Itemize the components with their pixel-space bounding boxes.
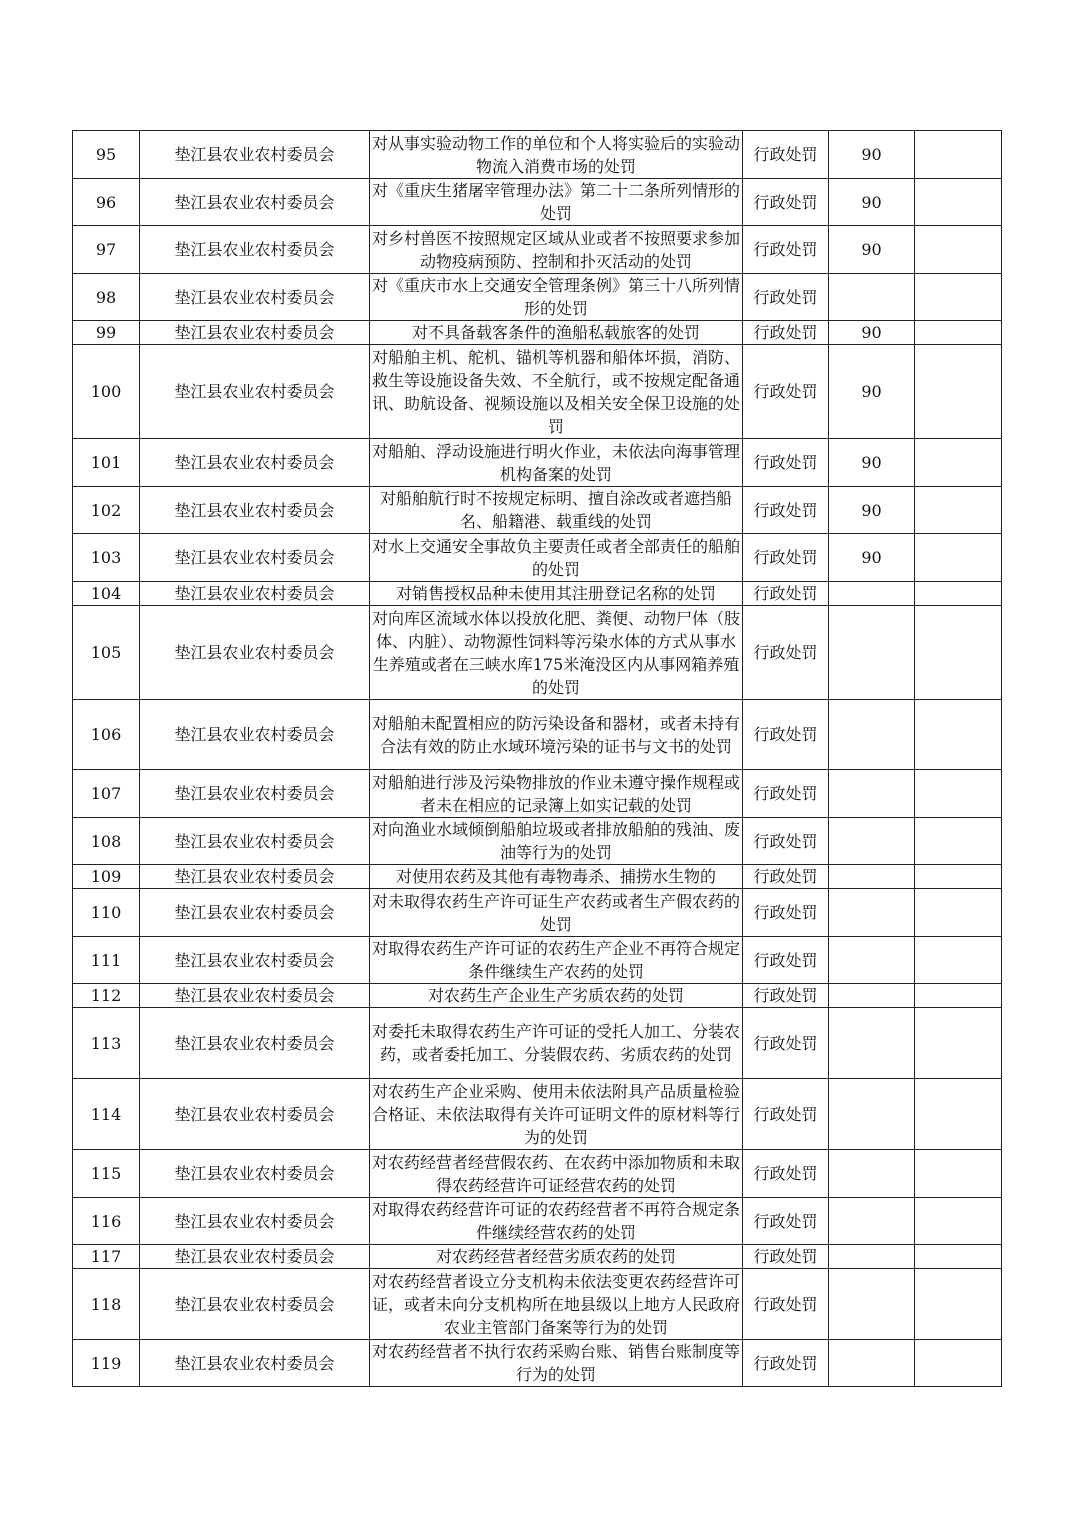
table-row — [73, 1150, 1002, 1198]
cell-remarks — [915, 321, 1002, 345]
table-row — [73, 534, 1002, 582]
table-row — [73, 889, 1002, 937]
table-row — [73, 439, 1002, 487]
cell-department: 垫江县农业农村委员会 — [140, 818, 370, 865]
cell-item-description: 对从事实验动物工作的单位和个人将实验后的实验动物流入消费市场的处罚 — [370, 131, 743, 179]
cell-item-description: 对农药经营者经营劣质农药的处罚 — [370, 1245, 743, 1269]
table-row — [73, 321, 1002, 345]
table-row — [73, 487, 1002, 534]
cell-remarks — [915, 582, 1002, 606]
cell-remarks — [915, 1340, 1002, 1387]
table-row — [73, 865, 1002, 889]
cell-time-limit — [829, 582, 915, 606]
cell-number: 99 — [73, 321, 140, 345]
table-row — [73, 606, 1002, 700]
cell-time-limit — [829, 1340, 915, 1387]
cell-remarks — [915, 984, 1002, 1008]
cell-time-limit — [829, 770, 915, 818]
table-row — [73, 1340, 1002, 1387]
cell-item-type: 行政处罚 — [743, 582, 829, 606]
cell-department: 垫江县农业农村委员会 — [140, 582, 370, 606]
table-row — [73, 179, 1002, 226]
cell-item-description: 对取得农药生产许可证的农药生产企业不再符合规定条件继续生产农药的处罚 — [370, 937, 743, 984]
cell-item-type: 行政处罚 — [743, 1269, 829, 1340]
cell-time-limit — [829, 818, 915, 865]
cell-remarks — [915, 226, 1002, 274]
cell-department: 垫江县农业农村委员会 — [140, 1008, 370, 1079]
cell-time-limit — [829, 1269, 915, 1340]
cell-number: 104 — [73, 582, 140, 606]
cell-item-type: 行政处罚 — [743, 131, 829, 179]
cell-department: 垫江县农业农村委员会 — [140, 984, 370, 1008]
cell-time-limit: 90 — [829, 487, 915, 534]
cell-department: 垫江县农业农村委员会 — [140, 1340, 370, 1387]
cell-item-description: 对农药经营者设立分支机构未依法变更农药经营许可证，或者未向分支机构所在地县级以上地方人民政府农业主管部门备案等行为的处罚 — [370, 1269, 743, 1340]
table-row — [73, 1245, 1002, 1269]
cell-time-limit — [829, 606, 915, 700]
cell-time-limit — [829, 1008, 915, 1079]
cell-item-type: 行政处罚 — [743, 818, 829, 865]
cell-item-type: 行政处罚 — [743, 274, 829, 321]
cell-item-type: 行政处罚 — [743, 345, 829, 439]
cell-item-type: 行政处罚 — [743, 984, 829, 1008]
cell-item-description: 对向渔业水域倾倒船舶垃圾或者排放船舶的残油、废油等行为的处罚 — [370, 818, 743, 865]
cell-item-description: 对农药经营者不执行农药采购台账、销售台账制度等行为的处罚 — [370, 1340, 743, 1387]
cell-item-description: 对船舶、浮动设施进行明火作业，未依法向海事管理机构备案的处罚 — [370, 439, 743, 487]
cell-time-limit: 90 — [829, 439, 915, 487]
cell-remarks — [915, 274, 1002, 321]
cell-item-description: 对取得农药经营许可证的农药经营者不再符合规定条件继续经营农药的处罚 — [370, 1198, 743, 1245]
table-row — [73, 1079, 1002, 1150]
cell-number: 101 — [73, 439, 140, 487]
cell-remarks — [915, 1245, 1002, 1269]
cell-time-limit: 90 — [829, 226, 915, 274]
cell-number: 103 — [73, 534, 140, 582]
cell-remarks — [915, 1269, 1002, 1340]
cell-department: 垫江县农业农村委员会 — [140, 321, 370, 345]
cell-item-description: 对委托未取得农药生产许可证的受托人加工、分装农药，或者委托加工、分装假农药、劣质农药的处罚 — [370, 1008, 743, 1079]
cell-department: 垫江县农业农村委员会 — [140, 226, 370, 274]
cell-item-description: 对《重庆生猪屠宰管理办法》第二十二条所列情形的处罚 — [370, 179, 743, 226]
cell-remarks — [915, 487, 1002, 534]
cell-item-type: 行政处罚 — [743, 889, 829, 937]
cell-remarks — [915, 1198, 1002, 1245]
cell-item-description: 对向库区流域水体以投放化肥、粪便、动物尸体（肢体、内脏）、动物源性饲料等污染水体的方式从事水生养殖或者在三峡水库175米淹没区内从事网箱养殖的处罚 — [370, 606, 743, 700]
table-row — [73, 131, 1002, 179]
cell-number: 98 — [73, 274, 140, 321]
table-row — [73, 937, 1002, 984]
cell-item-type: 行政处罚 — [743, 226, 829, 274]
cell-item-type: 行政处罚 — [743, 865, 829, 889]
cell-item-type: 行政处罚 — [743, 487, 829, 534]
penalty-items-table — [72, 130, 1002, 1387]
cell-time-limit: 90 — [829, 131, 915, 179]
cell-number: 108 — [73, 818, 140, 865]
cell-remarks — [915, 1008, 1002, 1079]
cell-number: 115 — [73, 1150, 140, 1198]
table-row — [73, 984, 1002, 1008]
cell-department: 垫江县农业农村委员会 — [140, 1245, 370, 1269]
cell-time-limit — [829, 865, 915, 889]
cell-number: 111 — [73, 937, 140, 984]
cell-number: 97 — [73, 226, 140, 274]
cell-department: 垫江县农业农村委员会 — [140, 865, 370, 889]
cell-remarks — [915, 865, 1002, 889]
table-row — [73, 226, 1002, 274]
cell-number: 105 — [73, 606, 140, 700]
cell-department: 垫江县农业农村委员会 — [140, 131, 370, 179]
cell-department: 垫江县农业农村委员会 — [140, 700, 370, 770]
cell-time-limit — [829, 1198, 915, 1245]
cell-item-type: 行政处罚 — [743, 534, 829, 582]
cell-number: 112 — [73, 984, 140, 1008]
cell-item-type: 行政处罚 — [743, 1340, 829, 1387]
cell-item-description: 对农药生产企业采购、使用未依法附具产品质量检验合格证、未依法取得有关许可证明文件的原材料等行为的处罚 — [370, 1079, 743, 1150]
cell-remarks — [915, 818, 1002, 865]
cell-remarks — [915, 345, 1002, 439]
cell-department: 垫江县农业农村委员会 — [140, 770, 370, 818]
cell-number: 95 — [73, 131, 140, 179]
cell-number: 102 — [73, 487, 140, 534]
cell-remarks — [915, 889, 1002, 937]
cell-item-description: 对未取得农药生产许可证生产农药或者生产假农药的处罚 — [370, 889, 743, 937]
cell-number: 109 — [73, 865, 140, 889]
cell-number: 100 — [73, 345, 140, 439]
cell-department: 垫江县农业农村委员会 — [140, 1198, 370, 1245]
cell-department: 垫江县农业农村委员会 — [140, 439, 370, 487]
cell-item-description: 对销售授权品种未使用其注册登记名称的处罚 — [370, 582, 743, 606]
cell-time-limit: 90 — [829, 321, 915, 345]
table-row — [73, 1008, 1002, 1079]
cell-time-limit — [829, 1245, 915, 1269]
cell-department: 垫江县农业农村委员会 — [140, 274, 370, 321]
cell-time-limit: 90 — [829, 534, 915, 582]
cell-department: 垫江县农业农村委员会 — [140, 606, 370, 700]
cell-item-type: 行政处罚 — [743, 1198, 829, 1245]
cell-number: 110 — [73, 889, 140, 937]
table-row — [73, 770, 1002, 818]
cell-item-type: 行政处罚 — [743, 439, 829, 487]
cell-remarks — [915, 534, 1002, 582]
cell-item-type: 行政处罚 — [743, 770, 829, 818]
cell-time-limit — [829, 1079, 915, 1150]
cell-item-description: 对船舶主机、舵机、锚机等机器和船体坏损，消防、救生等设施设备失效、不全航行，或不按规定配备通讯、助航设备、视频设施以及相关安全保卫设施的处罚 — [370, 345, 743, 439]
cell-item-description: 对农药经营者经营假农药、在农药中添加物质和未取得农药经营许可证经营农药的处罚 — [370, 1150, 743, 1198]
table-row — [73, 274, 1002, 321]
cell-number: 114 — [73, 1079, 140, 1150]
cell-number: 106 — [73, 700, 140, 770]
cell-remarks — [915, 770, 1002, 818]
cell-department: 垫江县农业农村委员会 — [140, 534, 370, 582]
cell-number: 117 — [73, 1245, 140, 1269]
cell-item-description: 对《重庆市水上交通安全管理条例》第三十八所列情形的处罚 — [370, 274, 743, 321]
cell-number: 107 — [73, 770, 140, 818]
cell-remarks — [915, 1079, 1002, 1150]
cell-item-type: 行政处罚 — [743, 1008, 829, 1079]
cell-item-type: 行政处罚 — [743, 606, 829, 700]
cell-number: 116 — [73, 1198, 140, 1245]
cell-time-limit: 90 — [829, 179, 915, 226]
cell-department: 垫江县农业农村委员会 — [140, 487, 370, 534]
cell-item-type: 行政处罚 — [743, 1079, 829, 1150]
cell-time-limit: 90 — [829, 345, 915, 439]
cell-item-type: 行政处罚 — [743, 1245, 829, 1269]
cell-remarks — [915, 131, 1002, 179]
cell-department: 垫江县农业农村委员会 — [140, 1150, 370, 1198]
cell-department: 垫江县农业农村委员会 — [140, 1269, 370, 1340]
table-row — [73, 345, 1002, 439]
cell-department: 垫江县农业农村委员会 — [140, 1079, 370, 1150]
cell-item-type: 行政处罚 — [743, 937, 829, 984]
cell-number: 96 — [73, 179, 140, 226]
cell-department: 垫江县农业农村委员会 — [140, 937, 370, 984]
cell-item-type: 行政处罚 — [743, 700, 829, 770]
cell-item-description: 对农药生产企业生产劣质农药的处罚 — [370, 984, 743, 1008]
cell-item-description: 对水上交通安全事故负主要责任或者全部责任的船舶的处罚 — [370, 534, 743, 582]
cell-remarks — [915, 439, 1002, 487]
table-row — [73, 700, 1002, 770]
cell-number: 119 — [73, 1340, 140, 1387]
cell-remarks — [915, 1150, 1002, 1198]
cell-time-limit — [829, 274, 915, 321]
cell-time-limit — [829, 984, 915, 1008]
cell-item-description: 对船舶进行涉及污染物排放的作业未遵守操作规程或者未在相应的记录簿上如实记载的处罚 — [370, 770, 743, 818]
cell-time-limit — [829, 889, 915, 937]
cell-department: 垫江县农业农村委员会 — [140, 179, 370, 226]
cell-remarks — [915, 606, 1002, 700]
cell-item-description: 对船舶航行时不按规定标明、擅自涂改或者遮挡船名、船籍港、载重线的处罚 — [370, 487, 743, 534]
cell-time-limit — [829, 937, 915, 984]
cell-department: 垫江县农业农村委员会 — [140, 889, 370, 937]
cell-item-type: 行政处罚 — [743, 179, 829, 226]
table-row — [73, 1198, 1002, 1245]
cell-item-description: 对船舶未配置相应的防污染设备和器材，或者未持有合法有效的防止水域环境污染的证书与文书的处罚 — [370, 700, 743, 770]
cell-number: 113 — [73, 1008, 140, 1079]
table-row — [73, 582, 1002, 606]
table-body — [73, 131, 1002, 1387]
cell-item-type: 行政处罚 — [743, 1150, 829, 1198]
table-row — [73, 1269, 1002, 1340]
cell-time-limit — [829, 1150, 915, 1198]
cell-time-limit — [829, 700, 915, 770]
cell-item-description: 对使用农药及其他有毒物毒杀、捕捞水生物的 — [370, 865, 743, 889]
cell-item-type: 行政处罚 — [743, 321, 829, 345]
cell-department: 垫江县农业农村委员会 — [140, 345, 370, 439]
cell-remarks — [915, 700, 1002, 770]
cell-item-description: 对乡村兽医不按照规定区域从业或者不按照要求参加动物疫病预防、控制和扑灭活动的处罚 — [370, 226, 743, 274]
cell-remarks — [915, 937, 1002, 984]
cell-remarks — [915, 179, 1002, 226]
cell-number: 118 — [73, 1269, 140, 1340]
table-row — [73, 818, 1002, 865]
cell-item-description: 对不具备载客条件的渔船私载旅客的处罚 — [370, 321, 743, 345]
